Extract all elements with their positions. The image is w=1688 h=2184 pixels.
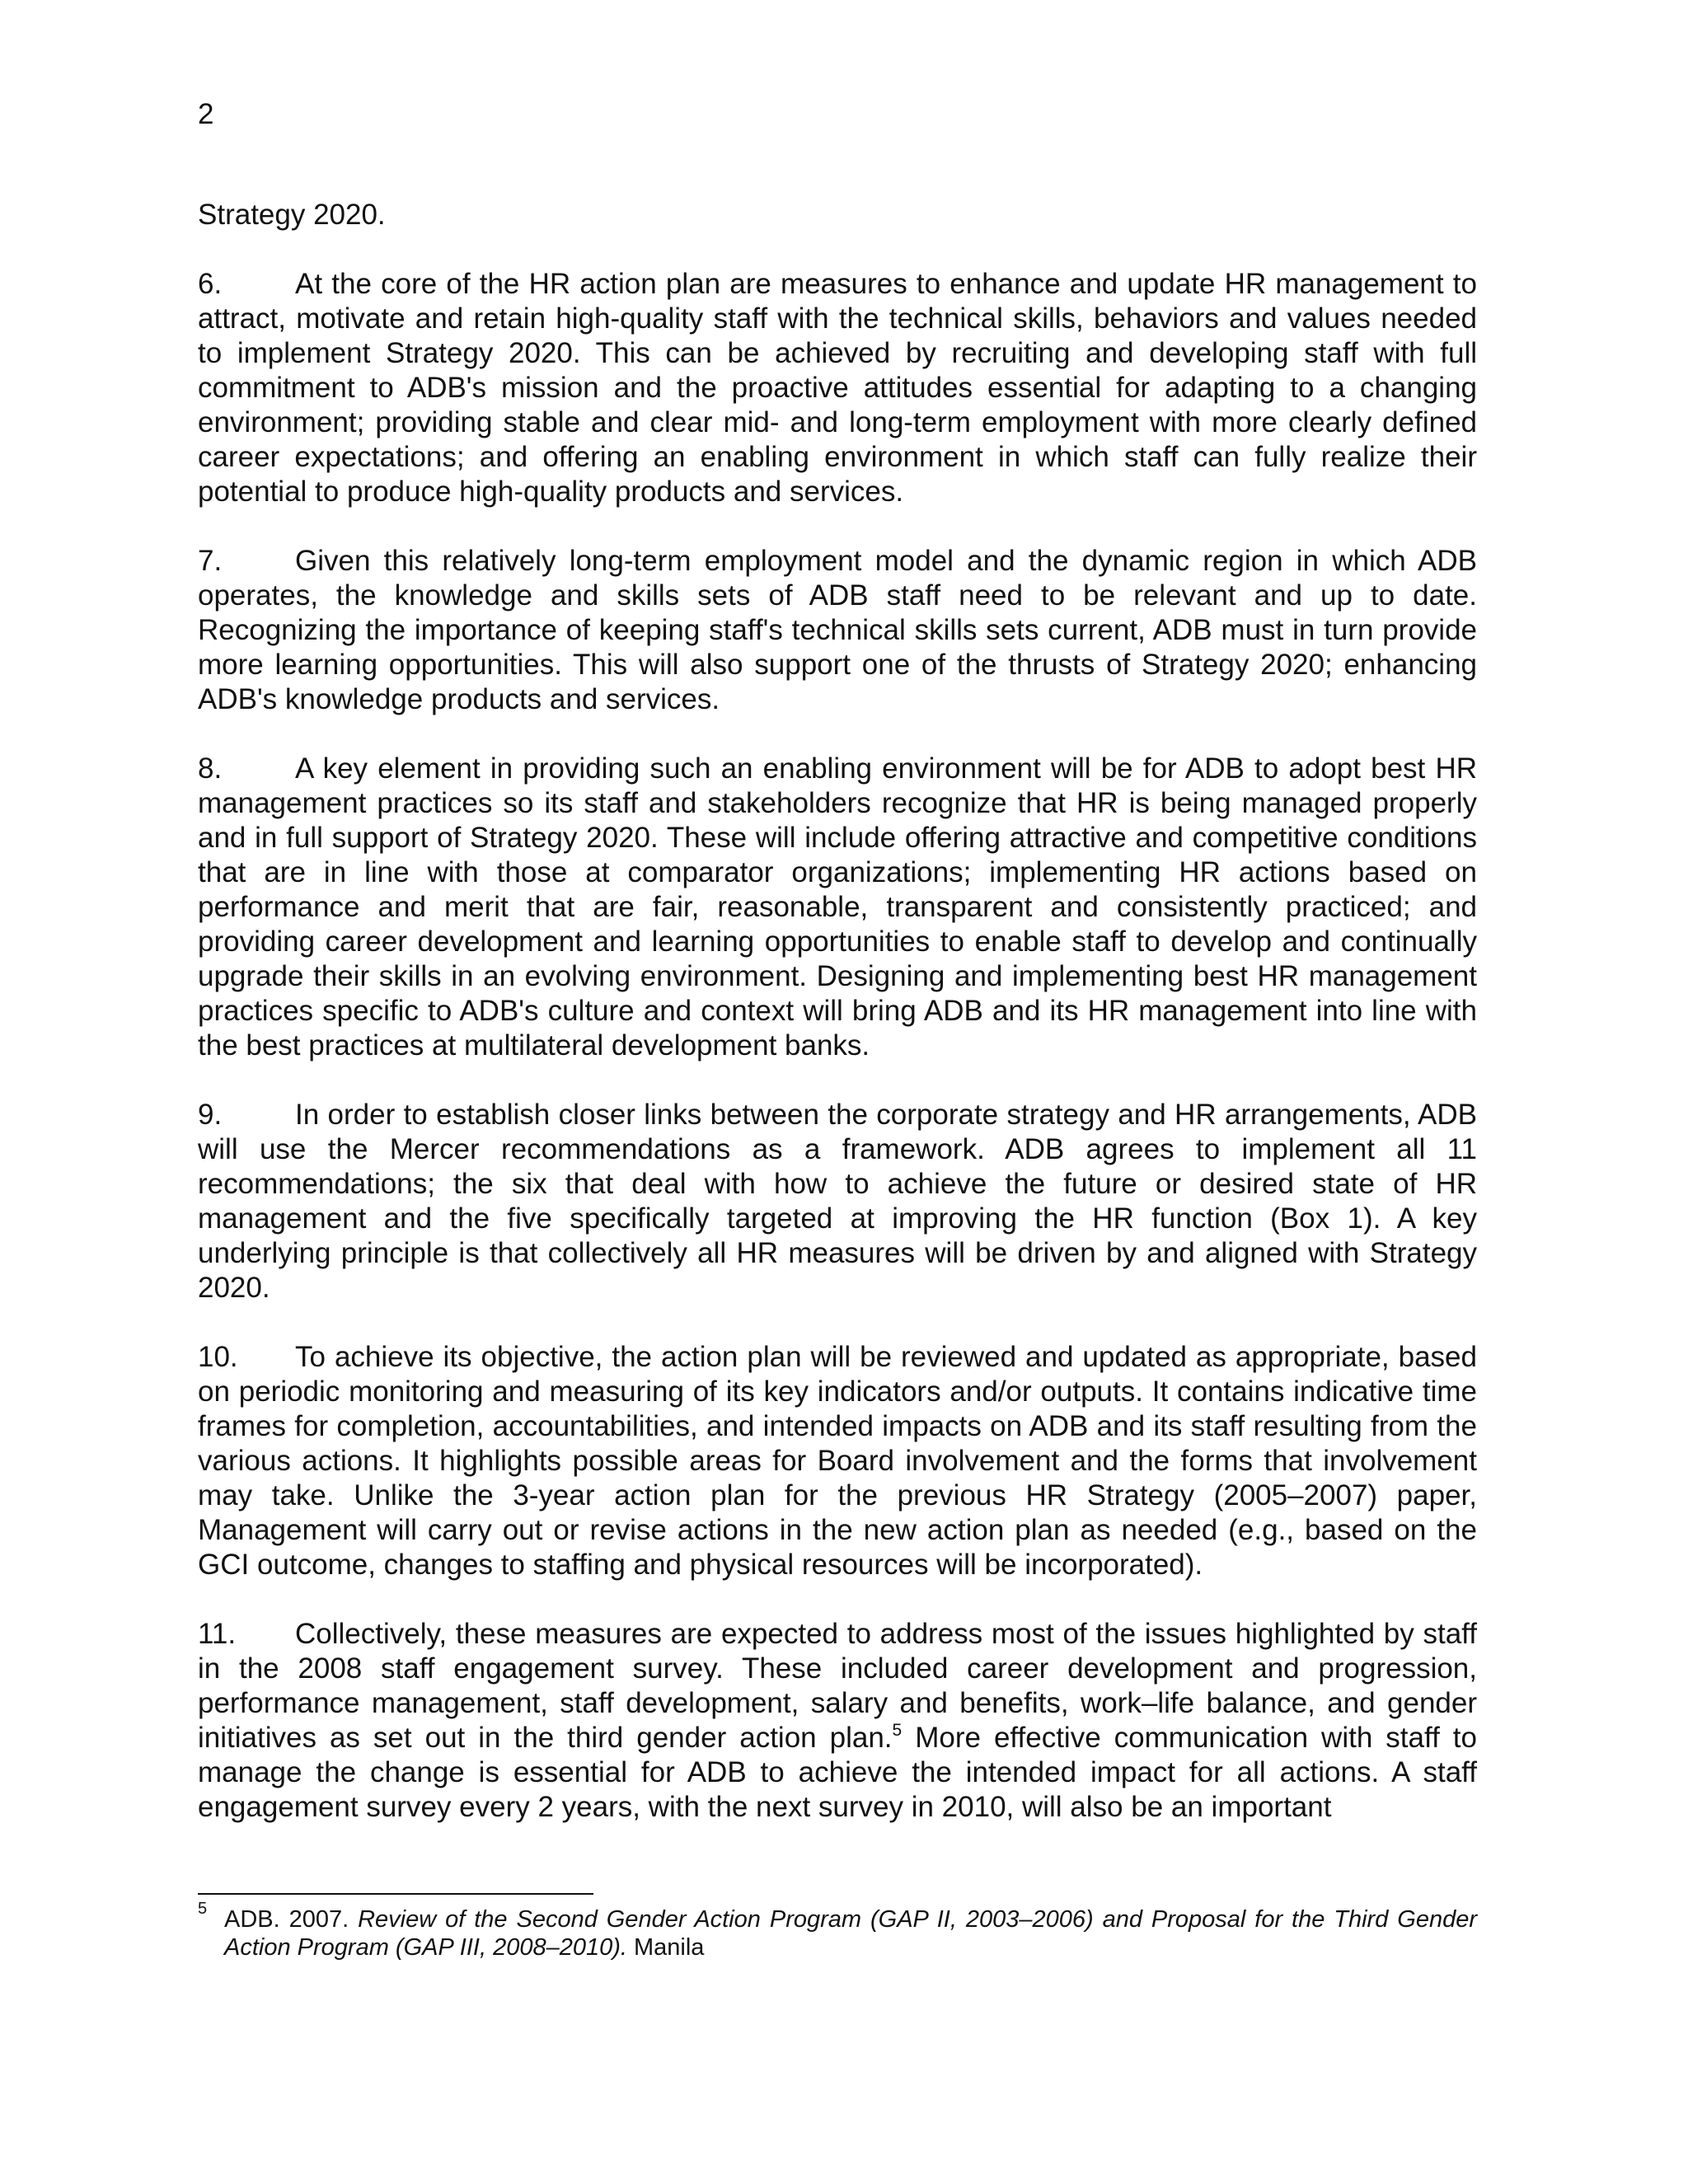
footnote [198, 1900, 1477, 1961]
paragraph-number: 10. [198, 1341, 238, 1373]
paragraph-number: 7. [198, 545, 223, 577]
footnote-citation-lead: ADB. 2007. [224, 1906, 359, 1933]
paragraph-number: 8. [198, 752, 223, 785]
paragraph-text: In order to establish closer links between the corporate strategy and HR arrangements, ADB will use the Mercer recommendations as a framework. ADB agrees to implement all 11 recommendations; the six that deal with how to achieve the future or desired state of HR management and the five specifically targeted at improving the HR function (Box 1). A key underlying principle is that collectively all HR measures will be driven by and aligned with Strategy 2020. [198, 1099, 1477, 1304]
paragraph-text: Collectively, these measures are expected to address most of the issues highlighted by staff in the 2008 staff engagement survey. These included career development and progression, performance management, staff development, salary and benefits, work–life balance, and gender initiatives as set out in the third gender action plan. [198, 1618, 1477, 1754]
paragraph-11 [198, 1617, 1477, 1825]
footnote-divider [198, 1893, 593, 1895]
paragraph-text: At the core of the HR action plan are measures to enhance and update HR management to attract, motivate and retain high-quality staff with the technical skills, behaviors and values needed to implement Strategy 2020. This can be achieved by recruiting and developing staff with full commitment to ADB's mission and the proactive attitudes essential for adapting to a changing environment; providing stable and clear mid- and long-term employment with more clearly defined career expectations; and offering an enabling environment in which staff can fully realize their potential to produce high-quality products and services. [198, 268, 1477, 508]
paragraph-text-continued: More effective communication with staff to manage the change is essential for ADB to achieve the intended impact for all actions. A staff engagement survey every 2 years, with the next survey in 2010, will also be an important [198, 1722, 1477, 1823]
lead-line: Strategy 2020. [198, 199, 386, 231]
paragraph-7 [198, 544, 1477, 717]
paragraph-10 [198, 1340, 1477, 1582]
paragraph-number: 6. [198, 268, 223, 300]
paragraph-text: To achieve its objective, the action plan will be reviewed and updated as appropriate, based on periodic monitoring and measuring of its key indicators and/or outputs. It contains indicative time frames for completion, accountabilities, and intended impacts on ADB and its staff resulting from the various actions. It highlights possible areas for Board involvement and the forms that involvement may take. Unlike the 3-year action plan for the previous HR Strategy (2005–2007) paper, Management will carry out or revise actions in the new action plan as needed (e.g., based on the GCI outcome, changes to staffing and physical resources will be incorporated). [198, 1341, 1477, 1581]
paragraph-number: 9. [198, 1099, 223, 1131]
footnote-citation-title: Review of the Second Gender Action Program (GAP II, 2003–2006) and Proposal for the Third Gender Action Program (GAP III, 2008–2010). [224, 1906, 1477, 1961]
footnote-marker: 5 [198, 1900, 208, 1918]
paragraph-text: A key element in providing such an enabling environment will be for ADB to adopt best HR management practices so its staff and stakeholders recognize that HR is being managed properly and in full support of Strategy 2020. These will include offering attractive and competitive conditions that are in line with those at comparator organizations; implementing HR actions based on performance and merit that are fair, reasonable, transparent and consistently practiced; and providing career development and learning opportunities to enable staff to develop and continually upgrade their skills in an evolving environment. Designing and implementing best HR management practices specific to ADB's culture and context will bring ADB and its HR management into line with the best practices at multilateral development banks. [198, 752, 1477, 1062]
paragraph-list [198, 267, 1477, 1825]
paragraph-6 [198, 267, 1477, 509]
paragraph-number: 11. [198, 1618, 237, 1650]
footnote-body [224, 1905, 1477, 1961]
page-number: 2 [198, 98, 214, 130]
footnote-reference[interactable]: 5 [892, 1721, 903, 1740]
paragraph-8 [198, 752, 1477, 1063]
paragraph-9 [198, 1098, 1477, 1305]
footnote-citation-tail: Manila [626, 1934, 705, 1961]
paragraph-text: Given this relatively long-term employment model and the dynamic region in which ADB operates, the knowledge and skills sets of ADB staff need to be relevant and up to date. Recognizing the importance of keeping staff's technical skills sets current, ADB must in turn provide more learning opportunities. This will also support one of the thrusts of Strategy 2020; enhancing ADB's knowledge products and services. [198, 545, 1477, 715]
